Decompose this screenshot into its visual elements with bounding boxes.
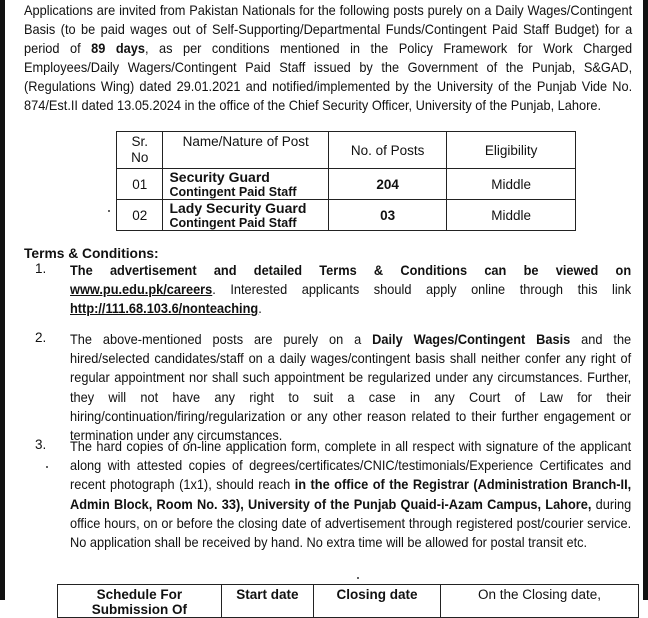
- scan-speck: [46, 466, 48, 468]
- row-eligibility: Middle: [447, 169, 576, 200]
- item-number: 1.: [35, 261, 47, 276]
- schedule-closing-date: Closing date: [314, 585, 441, 618]
- row-post-name: Security Guard Contingent Paid Staff: [163, 169, 328, 200]
- schedule-label: Schedule For Submission Of: [58, 585, 222, 618]
- item-3-bold: in the office of the Registrar (Administration Branch-II, Admin Block, Room No. 33), University of the Punjab Quaid-i-Azam Campus, Lahore,: [70, 477, 632, 512]
- scan-speck: [108, 210, 110, 212]
- header-sr-no: Sr. No: [117, 132, 163, 169]
- header-name: Name/Nature of Post: [163, 132, 328, 169]
- schedule-start-date: Start date: [221, 585, 313, 618]
- row-sr: 01: [117, 169, 163, 200]
- intro-paragraph: [24, 0, 632, 116]
- schedule-table: [57, 584, 639, 618]
- intro-text-2: , as per conditions mentioned in the Policy Framework for Work Charged Employees/Daily Wagers/Contingent Paid Staff issued by the Government of the Punjab, S&GAD, (Regulations Wing) dated 29.01.2021 and notified/implemented by the University of the Punjab Vide No. 874/Est.II dated 13.05.2024 in the office of the Chief Security Officer, University of the Punjab, Lahore.: [24, 41, 633, 114]
- intro-period: 89 days: [91, 41, 145, 57]
- posts-table-header: [117, 132, 576, 169]
- header-eligibility: Eligibility: [447, 132, 576, 169]
- row-post-name: Lady Security Guard Contingent Paid Staff: [163, 200, 328, 231]
- row-eligibility: Middle: [447, 200, 576, 231]
- item-1-lead: The advertisement and detailed Terms & Conditions can be viewed on: [70, 263, 632, 278]
- table-row: [117, 200, 576, 231]
- apply-online-link[interactable]: http://111.68.103.6/nonteaching: [70, 301, 259, 317]
- row-sr: 02: [117, 200, 163, 231]
- schedule-on-closing: On the Closing date,: [441, 585, 639, 618]
- table-row: [117, 169, 576, 200]
- header-posts: No. of Posts: [328, 132, 446, 169]
- row-posts-count: 03: [328, 200, 446, 231]
- page-border-left: [0, 0, 5, 600]
- item-2-bold: Daily Wages/Contingent Basis: [372, 332, 571, 347]
- careers-link[interactable]: www.pu.edu.pk/careers: [70, 282, 213, 298]
- terms-title: Terms & Conditions:: [24, 246, 159, 261]
- posts-table: [116, 131, 576, 231]
- scan-speck: [357, 577, 359, 579]
- item-number: 3.: [35, 437, 47, 452]
- page-border-right: [643, 0, 648, 600]
- row-posts-count: 204: [328, 169, 446, 200]
- schedule-header-row: [58, 585, 639, 618]
- item-number: 2.: [35, 330, 47, 345]
- intro-text-1: Applications are invited from Pakistan Nationals for the following posts purely on a Daily Wages/Contingent Basis (to be paid wages out of Self-Supporting/Departmental Funds/Contingent Paid Staff Budget) for a period of: [24, 3, 633, 57]
